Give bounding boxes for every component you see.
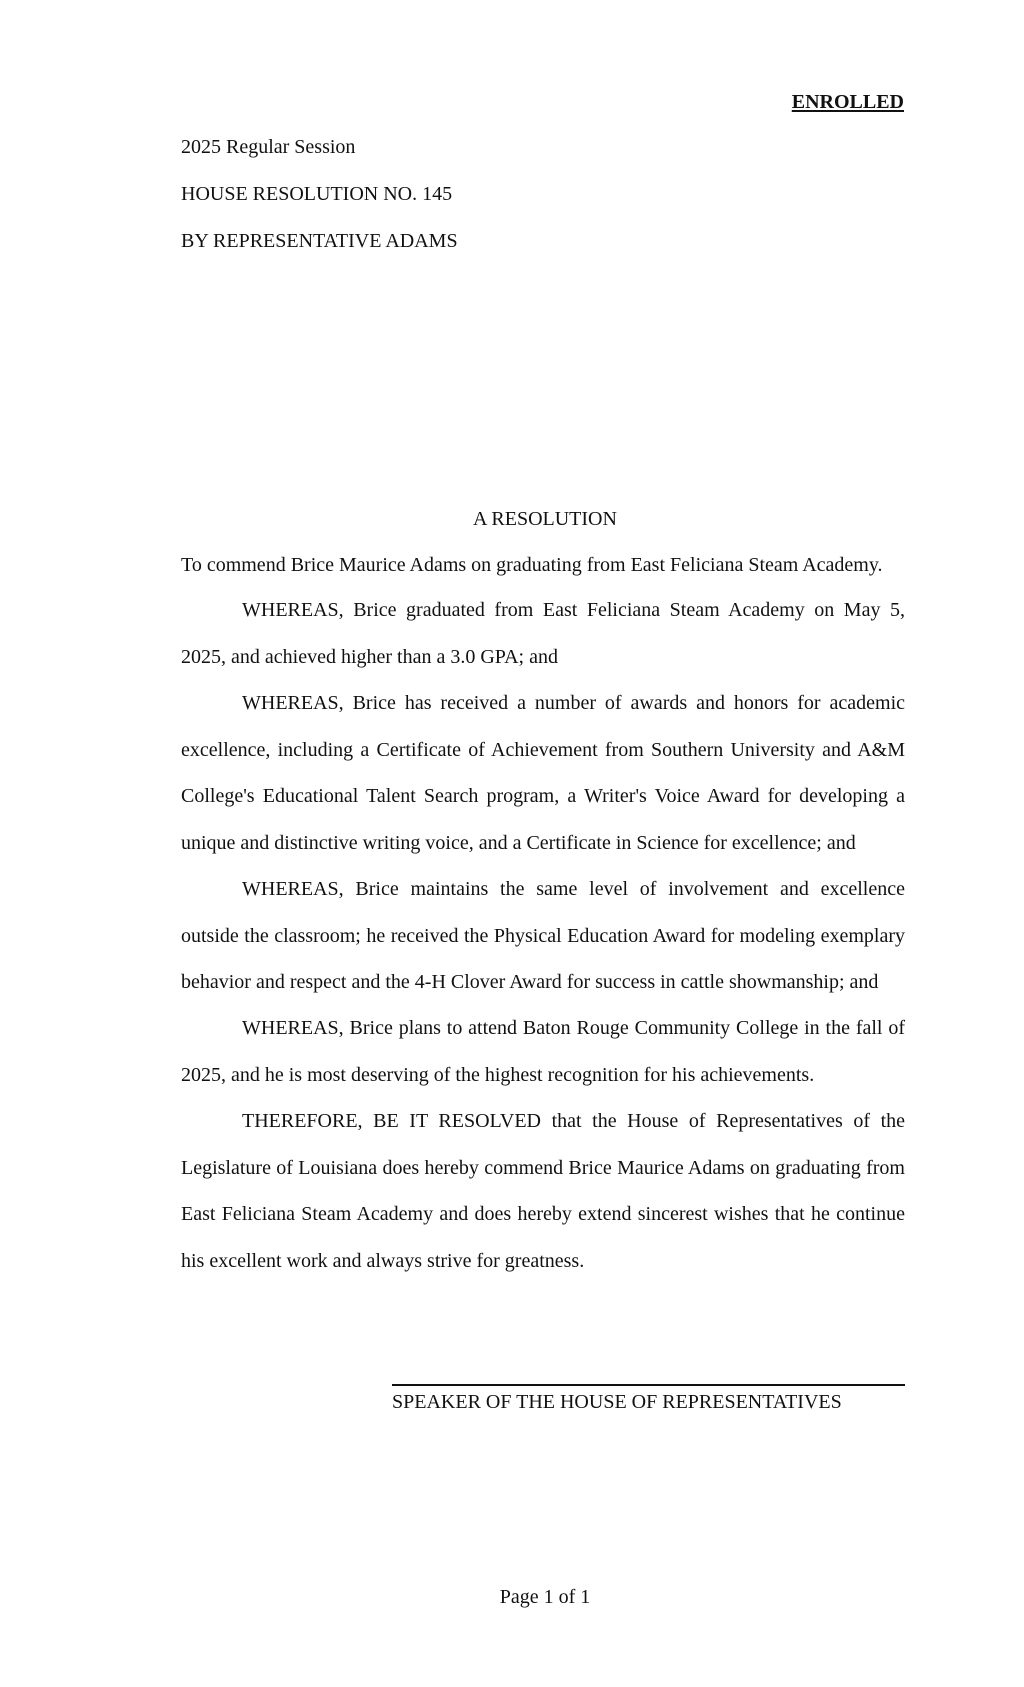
signature-line (392, 1384, 905, 1386)
whereas-paragraph-1: WHEREAS, Brice graduated from East Feliciana Steam Academy on May 5, 2025, and achieved higher than a 3.0 GPA; and (181, 599, 905, 668)
session-label: 2025 Regular Session (181, 136, 356, 158)
resolution-number: HOUSE RESOLUTION NO. 145 (181, 183, 453, 205)
resolution-heading: A RESOLUTION (473, 508, 617, 530)
whereas-paragraph-2: WHEREAS, Brice has received a number of awards and honors for academic excellence, including a Certificate of Achievement from Southern University and A&M College's Educational Talent Search program, a Writer's Voice Award for developing a unique and distinctive writing voice, and a Certificate in Science for excellence; and (181, 692, 905, 854)
resolved-paragraph: THEREFORE, BE IT RESOLVED that the House of Representatives of the Legislature of Louisiana does hereby commend Brice Maurice Adams on graduating from East Feliciana Steam Academy and does hereby extend sincerest wishes that he continue his excellent work and always strive for greatness. (181, 1110, 905, 1272)
author-line: BY REPRESENTATIVE ADAMS (181, 230, 458, 252)
enrolled-status: ENROLLED (791, 91, 904, 113)
whereas-paragraph-4: WHEREAS, Brice plans to attend Baton Rouge Community College in the fall of 2025, and he is most deserving of the highest recognition for his achievements. (181, 1017, 905, 1086)
signature-label: SPEAKER OF THE HOUSE OF REPRESENTATIVES (392, 1391, 842, 1413)
page-number: Page 1 of 1 (499, 1586, 591, 1608)
whereas-paragraph-3: WHEREAS, Brice maintains the same level of involvement and excellence outside the classroom; he received the Physical Education Award for modeling exemplary behavior and respect and the 4-H Clover Award for success in cattle showmanship; and (181, 878, 905, 993)
resolution-title: To commend Brice Maurice Adams on graduating from East Feliciana Steam Academy. (181, 554, 883, 576)
